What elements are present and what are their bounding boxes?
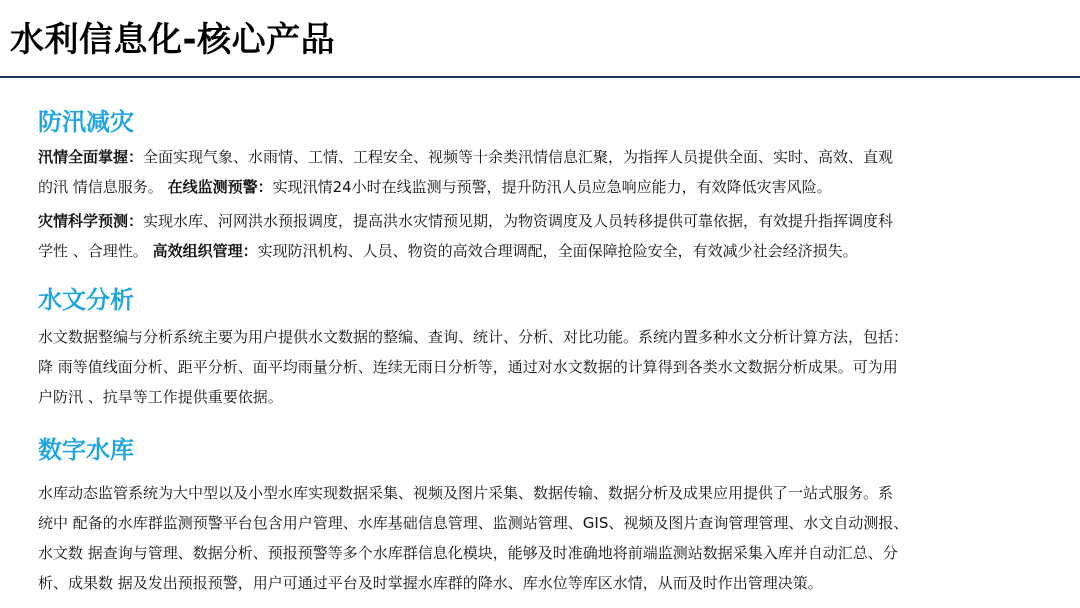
paragraph-line: 析、成果数 据及发出预报预警，用户可通过平台及时掌握水库群的降水、库水位等库区水情，从而及时作出管理决策。 <box>38 574 823 592</box>
hydrology-paragraph <box>38 322 1074 412</box>
paragraph-line: 水文数 据查询与管理、数据分析、预报预警等多个水库群信息化模块，能够及时准确地将前端监测站数据采集入库并自动汇总、分 <box>38 544 898 562</box>
flood-paragraph-2 <box>38 206 1074 266</box>
paragraph-text: 实现防汛机构、人员、物资的高效合理调配，全面保障抢险安全，有效减少社会经济损失。 <box>257 242 858 260</box>
paragraph-line <box>38 172 1074 202</box>
page-title: 水利信息化-核心产品 <box>10 20 336 60</box>
flood-paragraph-1 <box>38 142 1074 202</box>
paragraph-line <box>38 142 1074 172</box>
paragraph-line: 水库动态监管系统为大中型以及小型水库实现数据采集、视频及图片采集、数据传输、数据分析及成果应用提供了一站式服务。系 <box>38 484 894 502</box>
paragraph-line: 户防汛 、抗旱等工作提供重要依据。 <box>38 388 283 406</box>
section-heading-hydrology-analysis: 水文分析 <box>38 286 134 314</box>
paragraph-text: 全面实现气象、水雨情、工情、工程安全、视频等十余类汛情信息汇聚，为指挥人员提供全面、实时、高效、直观 <box>143 148 894 166</box>
title-divider <box>0 76 1080 78</box>
paragraph-text: 学性 、合理性。 <box>38 242 148 260</box>
section-heading-flood-control: 防汛减灾 <box>38 108 134 136</box>
paragraph-line <box>38 236 1074 266</box>
paragraph-line <box>38 206 1074 236</box>
keyword-label: 在线监测预警： <box>167 178 273 196</box>
paragraph-line: 统中 配备的水库群监测预警平台包含用户管理、水库基础信息管理、监测站管理、GIS、视频及图片查询管理管理、水文自动测报、 <box>38 514 909 532</box>
paragraph-line: 水文数据整编与分析系统主要为用户提供水文数据的整编、查询、统计、分析、对比功能。系统内置多种水文分析计算方法，包括： <box>38 328 909 346</box>
paragraph-text: 的汛 情信息服务。 <box>38 178 163 196</box>
paragraph-line: 降 雨等值线面分析、距平分析、面平均雨量分析、连续无雨日分析等，通过对水文数据的计算得到各类水文数据分析成果。可为用 <box>38 358 898 376</box>
paragraph-text: 实现汛情24小时在线监测与预警，提升防汛人员应急响应能力，有效降低灾害风险。 <box>272 178 832 196</box>
keyword-label: 汛情全面掌握： <box>38 148 144 166</box>
paragraph-text: 实现水库、河网洪水预报调度，提高洪水灾情预见期，为物资调度及人员转移提供可靠依据，有效提升指挥调度科 <box>143 212 894 230</box>
reservoir-paragraph <box>38 478 1074 598</box>
keyword-label: 灾情科学预测： <box>38 212 144 230</box>
section-heading-digital-reservoir: 数字水库 <box>38 436 134 464</box>
keyword-label: 高效组织管理： <box>152 242 258 260</box>
